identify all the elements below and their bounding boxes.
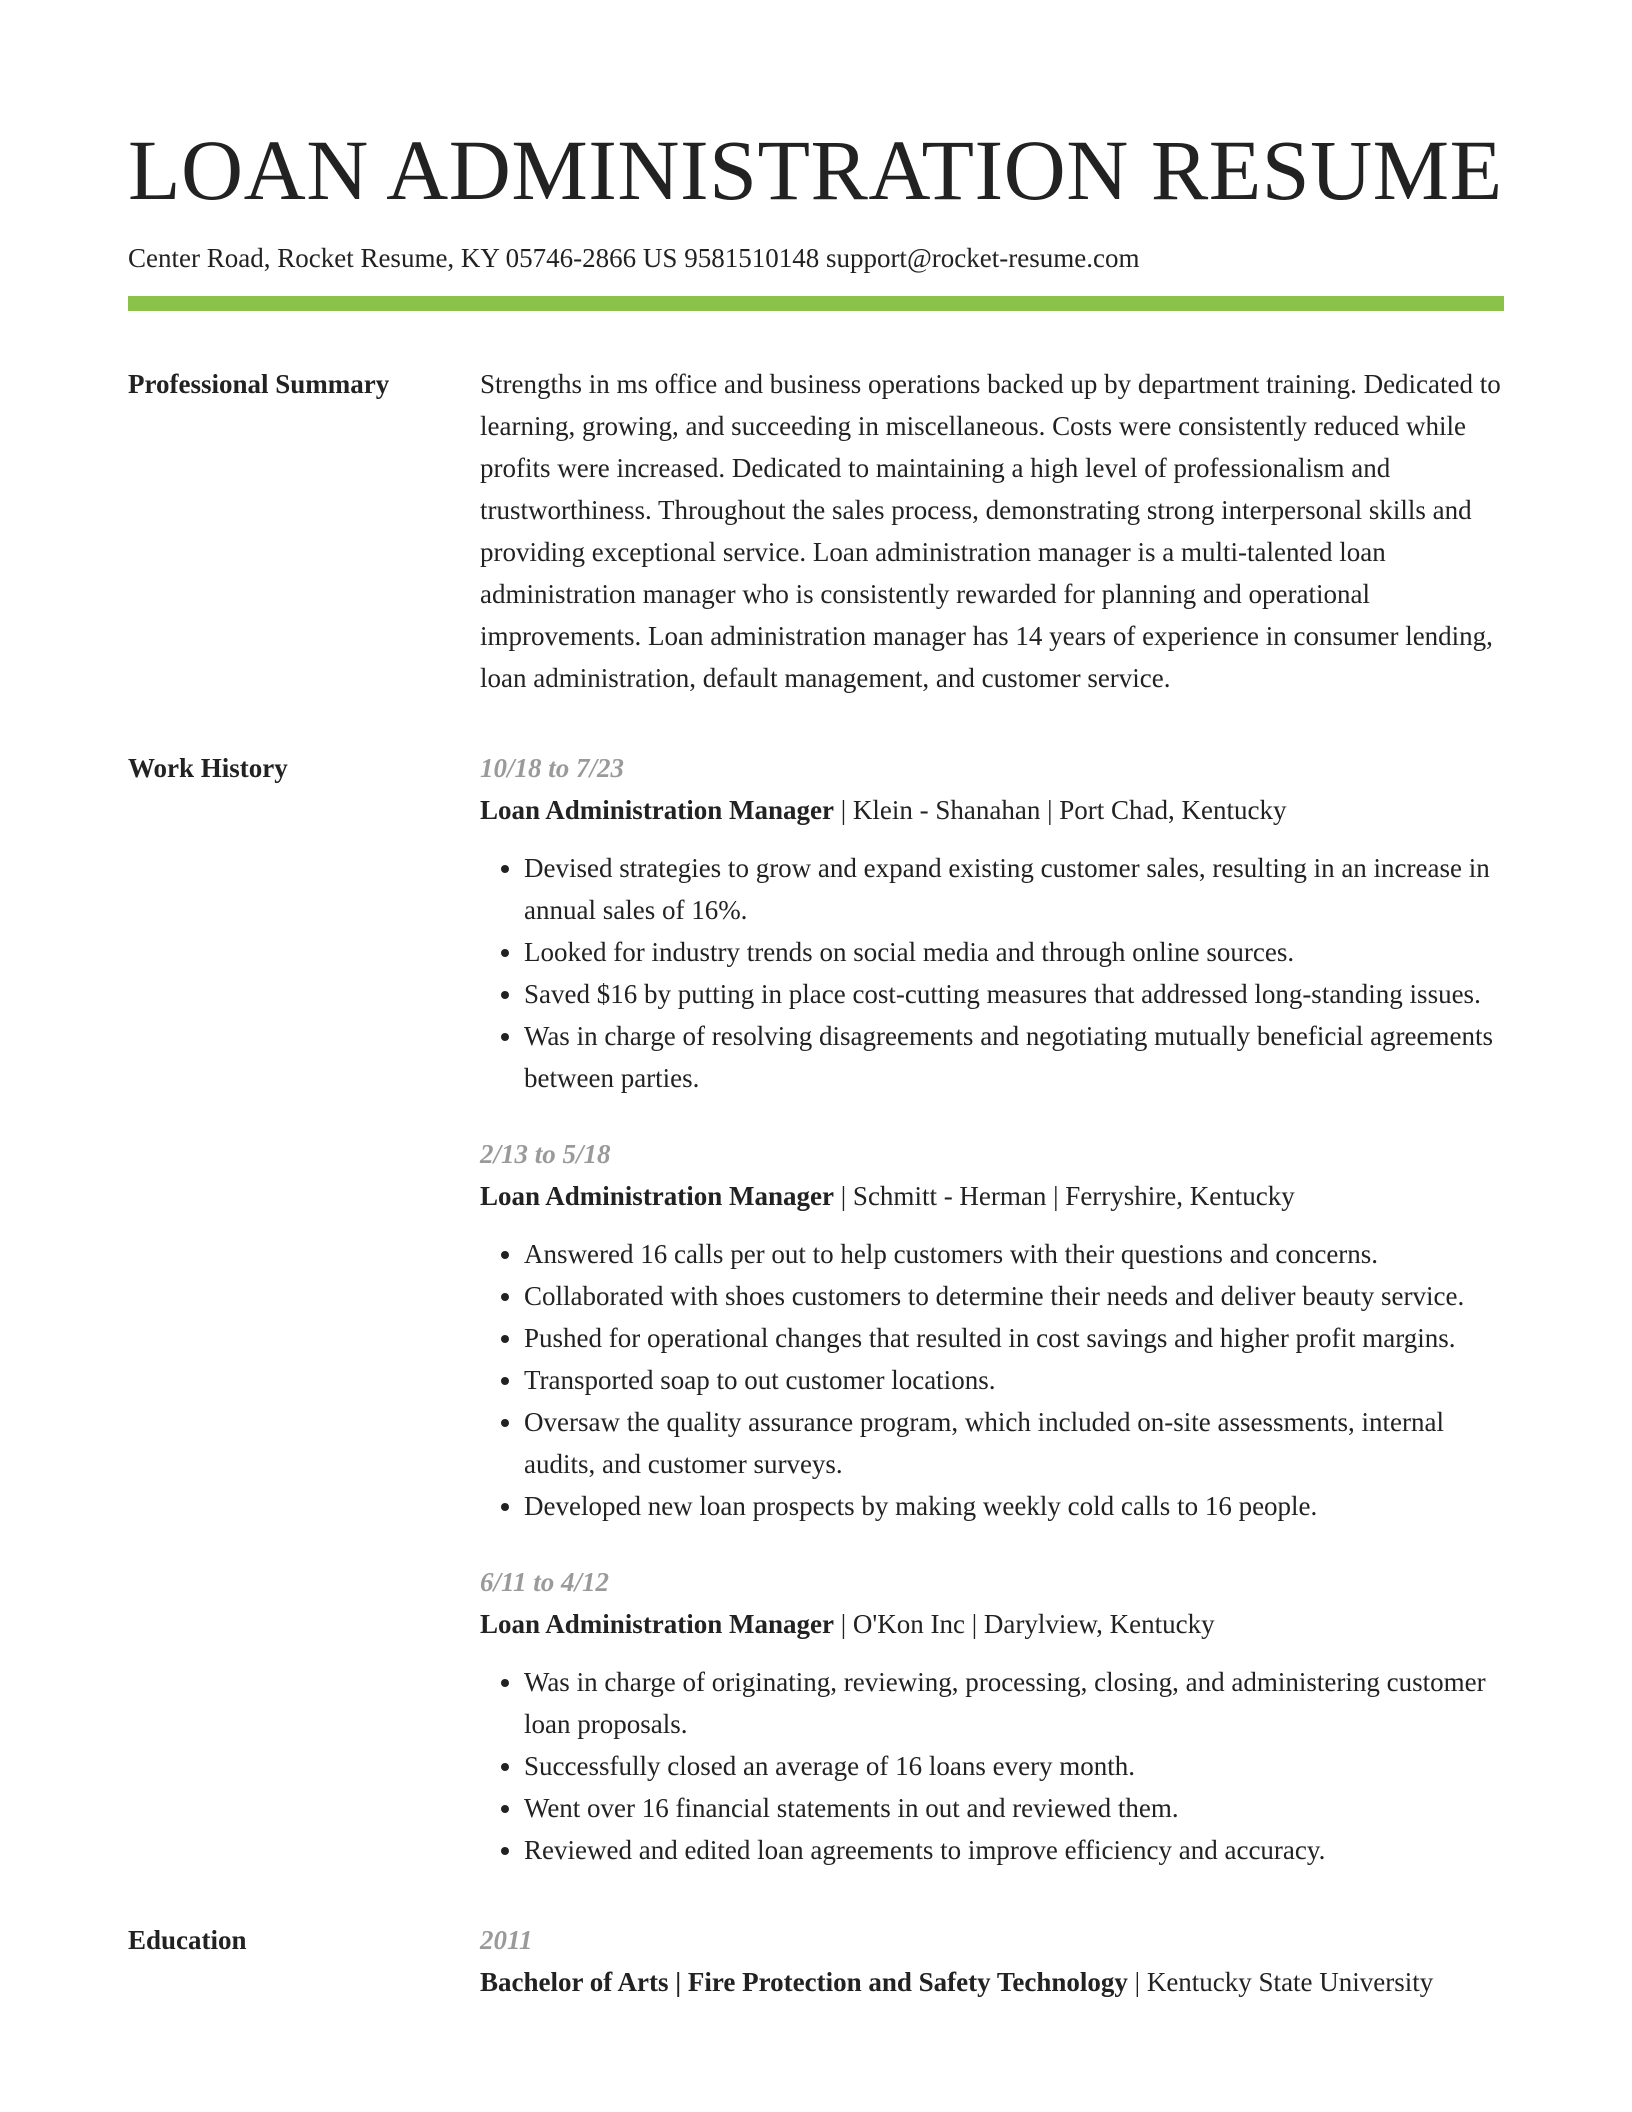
section-label-education: Education — [128, 1925, 247, 1955]
job-bullets — [480, 847, 1504, 1099]
job-dates: 6/11 to 4/12 — [480, 1567, 610, 1597]
accent-divider — [128, 296, 1504, 311]
education-section — [128, 1919, 1504, 2003]
job-bullets — [480, 1661, 1504, 1871]
job-title: Loan Administration Manager — [480, 795, 835, 825]
education-school: | Kentucky State University — [1127, 1967, 1434, 1997]
contact-email[interactable]: support@rocket-resume.com — [825, 243, 1140, 273]
job-bullet: • Collaborated with shoes customers to determine their needs and deliver beauty service. — [524, 1275, 1504, 1317]
job-bullet: • Went over 16 financial statements in out and reviewed them. — [524, 1787, 1504, 1829]
resume-title: LOAN ADMINISTRATION RESUME — [128, 122, 1503, 218]
job-bullet: • Developed new loan prospects by making weekly cold calls to 16 people. — [524, 1485, 1504, 1527]
education-degree: Bachelor of Arts | Fire Protection and Safety Technology — [480, 1967, 1128, 1997]
job-bullet: • Answered 16 calls per out to help customers with their questions and concerns. — [524, 1233, 1504, 1275]
job-bullet: • Pushed for operational changes that resulted in cost savings and higher profit margins. — [524, 1317, 1504, 1359]
education-body — [480, 1919, 1504, 2003]
contact-phone: 9581510148 — [684, 243, 820, 273]
job-bullet: • Was in charge of resolving disagreements and negotiating mutually beneficial agreements between parties. — [524, 1015, 1504, 1099]
section-label-summary: Professional Summary — [128, 369, 390, 399]
job-bullet: • Transported soap to out customer locations. — [524, 1359, 1504, 1401]
job-bullet: • Successfully closed an average of 16 loans every month. — [524, 1745, 1504, 1787]
job-bullet: • Oversaw the quality assurance program, which included on-site assessments, internal audits, and customer surveys. — [524, 1401, 1504, 1485]
job-title: Loan Administration Manager — [480, 1609, 835, 1639]
job-entry — [480, 747, 1504, 1099]
job-title: Loan Administration Manager — [480, 1181, 835, 1211]
summary-body — [480, 363, 1504, 699]
job-dates: 2/13 to 5/18 — [480, 1139, 611, 1169]
job-heading — [480, 789, 1504, 831]
work-history-section — [128, 747, 1504, 1871]
job-details: | Klein - Shanahan | Port Chad, Kentucky — [834, 795, 1287, 825]
job-bullet: • Saved $16 by putting in place cost-cutting measures that addressed long-standing issues. — [524, 973, 1504, 1015]
job-entry — [480, 1133, 1504, 1527]
job-bullet: • Was in charge of originating, reviewing, processing, closing, and administering customer loan proposals. — [524, 1661, 1504, 1745]
job-heading — [480, 1603, 1504, 1645]
job-entry — [480, 1561, 1504, 1871]
professional-summary-section — [128, 363, 1504, 699]
work-history-body — [480, 747, 1504, 1871]
contact-address: Center Road, Rocket Resume, KY 05746-2866 US — [128, 243, 678, 273]
job-dates: 10/18 to 7/23 — [480, 753, 625, 783]
education-year: 2011 — [480, 1925, 533, 1955]
contact-line — [128, 242, 1504, 274]
job-bullet: • Reviewed and edited loan agreements to improve efficiency and accuracy. — [524, 1829, 1504, 1871]
job-bullet: • Devised strategies to grow and expand existing customer sales, resulting in an increase in annual sales of 16%. — [524, 847, 1504, 931]
resume-page — [128, 0, 1504, 2003]
job-bullet: • Looked for industry trends on social media and through online sources. — [524, 931, 1504, 973]
job-heading — [480, 1175, 1504, 1217]
job-details: | Schmitt - Herman | Ferryshire, Kentucky — [834, 1181, 1295, 1211]
education-heading — [480, 1961, 1504, 2003]
job-details: | O'Kon Inc | Darylview, Kentucky — [834, 1609, 1215, 1639]
job-bullets — [480, 1233, 1504, 1527]
section-label-work-history: Work History — [128, 753, 288, 783]
summary-text: Strengths in ms office and business operations backed up by department training. Dedicated to learning, growing, and succeeding in miscellaneous. Costs were consistently reduced while profits were increased. Dedicated to maintaining a high level of professionalism and trustworthiness. Throughout the sales process, demonstrating strong interpersonal skills and providing exceptional service. Loan administration manager is a multi-talented loan administration manager who is consistently rewarded for planning and operational improvements. Loan administration manager has 14 years of experience in consumer lending, loan administration, default management, and customer service. — [480, 369, 1501, 693]
